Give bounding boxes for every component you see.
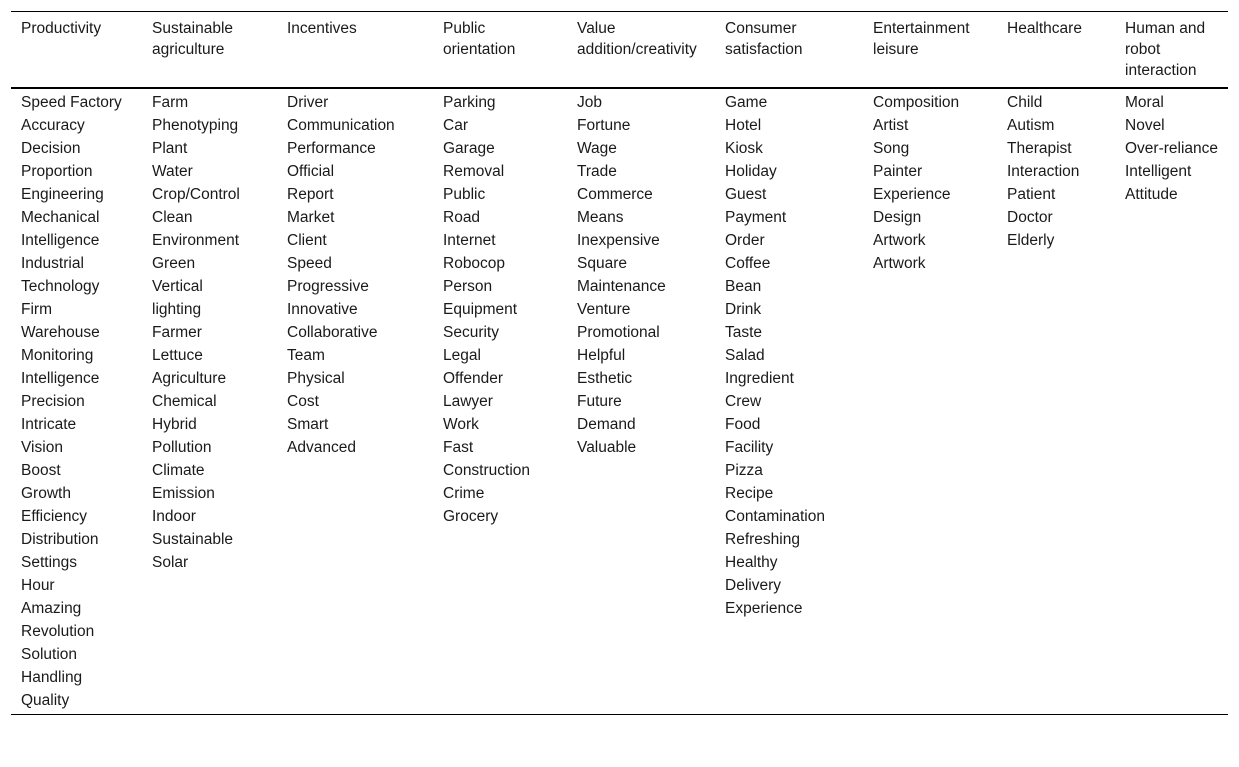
- table-cell: Pizza: [725, 462, 763, 479]
- table-cell: Esthetic: [577, 370, 633, 387]
- column-header: Public orientation: [443, 20, 516, 58]
- table-cell: [997, 551, 1115, 574]
- table-cell: Intelligence: [21, 232, 100, 249]
- table-cell: [997, 643, 1115, 666]
- table-cell: [863, 459, 997, 482]
- table-cell: Square: [577, 255, 627, 272]
- table-row: [11, 597, 1228, 620]
- table-cell: Car: [443, 117, 468, 134]
- table-cell: Kiosk: [725, 140, 763, 157]
- table-cell: [277, 482, 433, 505]
- table-cell: Artist: [873, 117, 909, 134]
- table-cell: [863, 275, 997, 298]
- table-cell: Warehouse: [21, 324, 100, 341]
- table-cell: Helpful: [577, 347, 626, 364]
- table-cell: [1115, 551, 1228, 574]
- table-cell: Hybrid: [152, 416, 197, 433]
- table-row: [11, 620, 1228, 643]
- table-cell: [997, 252, 1115, 275]
- table-cell: Solution: [21, 646, 78, 663]
- table-row: [11, 413, 1228, 436]
- table-cell: Wage: [577, 140, 617, 157]
- table-cell: [1115, 597, 1228, 620]
- table-cell: Industrial: [21, 255, 84, 272]
- table-cell: Design: [873, 209, 922, 226]
- table-cell: [567, 574, 715, 597]
- table-row: [11, 482, 1228, 505]
- table-cell: [567, 597, 715, 620]
- table-cell: [1115, 689, 1228, 715]
- table-cell: Vertical: [152, 278, 203, 295]
- table-cell: Over-reliance: [1125, 140, 1219, 157]
- table-cell: Chemical: [152, 393, 217, 410]
- table-cell: Physical: [287, 370, 345, 387]
- table-cell: [1115, 620, 1228, 643]
- table-cell: [863, 436, 997, 459]
- table-cell: Song: [873, 140, 910, 157]
- table-cell: [277, 459, 433, 482]
- table-cell: [1115, 643, 1228, 666]
- table-cell: [863, 574, 997, 597]
- table-row: [11, 574, 1228, 597]
- table-cell: [997, 298, 1115, 321]
- table-row: [11, 252, 1228, 275]
- table-cell: [142, 643, 277, 666]
- table-cell: [863, 344, 997, 367]
- column-header: Healthcare: [1007, 20, 1082, 37]
- table-cell: Growth: [21, 485, 71, 502]
- table-cell: [1115, 275, 1228, 298]
- table-cell: Crew: [725, 393, 762, 410]
- table-row: [11, 666, 1228, 689]
- table-cell: Farmer: [152, 324, 202, 341]
- table-cell: Intricate: [21, 416, 77, 433]
- column-header: Consumer satisfaction: [725, 20, 803, 58]
- table-cell: Experience: [873, 186, 951, 203]
- table-cell: Driver: [287, 94, 329, 111]
- table-cell: Revolution: [21, 623, 95, 640]
- table-row: [11, 321, 1228, 344]
- table-cell: Parking: [443, 94, 496, 111]
- table-row: [11, 88, 1228, 114]
- table-cell: Composition: [873, 94, 960, 111]
- table-cell: [142, 597, 277, 620]
- table-cell: Monitoring: [21, 347, 94, 364]
- table-cell: [1115, 574, 1228, 597]
- table-cell: Doctor: [1007, 209, 1053, 226]
- table-cell: [277, 505, 433, 528]
- table-cell: [433, 574, 567, 597]
- table-cell: Child: [1007, 94, 1043, 111]
- table-cell: Construction: [443, 462, 531, 479]
- table-cell: [567, 620, 715, 643]
- table-row: [11, 505, 1228, 528]
- table-cell: Patient: [1007, 186, 1056, 203]
- table-cell: Artwork: [873, 232, 926, 249]
- table-cell: Hour: [21, 577, 55, 594]
- table-cell: [715, 620, 863, 643]
- table-row: [11, 229, 1228, 252]
- table-cell: [433, 620, 567, 643]
- table-cell: Payment: [725, 209, 787, 226]
- table-cell: Game: [725, 94, 768, 111]
- table-cell: [567, 551, 715, 574]
- table-cell: Painter: [873, 163, 923, 180]
- table-cell: [997, 413, 1115, 436]
- table-cell: [433, 643, 567, 666]
- table-row: [11, 436, 1228, 459]
- table-row: [11, 183, 1228, 206]
- table-cell: Boost: [21, 462, 61, 479]
- table-cell: Attitude: [1125, 186, 1178, 203]
- table-cell: [142, 689, 277, 715]
- table-cell: Public: [443, 186, 486, 203]
- table-cell: Smart: [287, 416, 329, 433]
- table-cell: Lettuce: [152, 347, 203, 364]
- table-cell: [1115, 229, 1228, 252]
- table-cell: Settings: [21, 554, 78, 571]
- table-cell: Performance: [287, 140, 376, 157]
- table-cell: Cost: [287, 393, 319, 410]
- table-cell: Recipe: [725, 485, 774, 502]
- table-cell: Hotel: [725, 117, 762, 134]
- table-row: [11, 275, 1228, 298]
- table-cell: [997, 459, 1115, 482]
- table-cell: Market: [287, 209, 335, 226]
- table-cell: Communication: [287, 117, 395, 134]
- table-cell: Job: [577, 94, 602, 111]
- table-cell: [567, 689, 715, 715]
- table-cell: Proportion: [21, 163, 93, 180]
- table-cell: Robocop: [443, 255, 506, 272]
- table-cell: Facility: [725, 439, 774, 456]
- table-cell: [997, 321, 1115, 344]
- table-cell: Grocery: [443, 508, 499, 525]
- table-cell: Agriculture: [152, 370, 227, 387]
- table-cell: [1115, 252, 1228, 275]
- table-cell: [863, 643, 997, 666]
- table-cell: [997, 436, 1115, 459]
- table-cell: [863, 551, 997, 574]
- table-cell: [863, 597, 997, 620]
- table-cell: Crop/Control: [152, 186, 240, 203]
- table-cell: [1115, 505, 1228, 528]
- table-cell: Holiday: [725, 163, 777, 180]
- table-cell: Decision: [21, 140, 81, 157]
- table-cell: [863, 666, 997, 689]
- table-cell: [997, 390, 1115, 413]
- table-cell: [1115, 436, 1228, 459]
- table-row: [11, 390, 1228, 413]
- table-cell: [997, 666, 1115, 689]
- table-row: [11, 298, 1228, 321]
- table-cell: Equipment: [443, 301, 518, 318]
- table-cell: [863, 413, 997, 436]
- table-cell: [997, 505, 1115, 528]
- table-cell: [142, 620, 277, 643]
- column-header: Entertainment leisure: [873, 20, 970, 58]
- table-cell: [433, 666, 567, 689]
- table-cell: [863, 528, 997, 551]
- table-row: [11, 689, 1228, 715]
- table-cell: [1115, 298, 1228, 321]
- table-cell: [1115, 321, 1228, 344]
- table-cell: [715, 666, 863, 689]
- column-header: Value addition/creativity: [577, 20, 697, 58]
- table-cell: Precision: [21, 393, 85, 410]
- table-cell: Trade: [577, 163, 617, 180]
- table-cell: [567, 666, 715, 689]
- table-cell: Moral: [1125, 94, 1164, 111]
- table-cell: Firm: [21, 301, 52, 318]
- column-header: Human and robot interaction: [1125, 20, 1206, 79]
- table-cell: Official: [287, 163, 335, 180]
- table-cell: Ingredient: [725, 370, 794, 387]
- table-cell: Distribution: [21, 531, 99, 548]
- table-cell: Indoor: [152, 508, 196, 525]
- table-cell: Advanced: [287, 439, 356, 456]
- table-cell: Drink: [725, 301, 762, 318]
- table-cell: [567, 459, 715, 482]
- table-row: [11, 160, 1228, 183]
- table-row: [11, 459, 1228, 482]
- table-cell: [277, 689, 433, 715]
- table-cell: [997, 367, 1115, 390]
- table-cell: Climate: [152, 462, 205, 479]
- table-row: [11, 528, 1228, 551]
- table-cell: Intelligence: [21, 370, 100, 387]
- table-cell: Removal: [443, 163, 505, 180]
- table-cell: Taste: [725, 324, 763, 341]
- table-cell: Therapist: [1007, 140, 1072, 157]
- table-cell: Emission: [152, 485, 215, 502]
- table-cell: [863, 482, 997, 505]
- table-cell: Intelligent: [1125, 163, 1192, 180]
- table-cell: Commerce: [577, 186, 653, 203]
- table-cell: Vision: [21, 439, 63, 456]
- table-cell: [863, 689, 997, 715]
- table-cell: Order: [725, 232, 765, 249]
- table-cell: [997, 482, 1115, 505]
- table-cell: Guest: [725, 186, 767, 203]
- table-cell: Healthy: [725, 554, 778, 571]
- table-cell: [567, 482, 715, 505]
- table-body: [11, 88, 1228, 715]
- table-cell: Refreshing: [725, 531, 800, 548]
- table-row: [11, 367, 1228, 390]
- table-cell: Interaction: [1007, 163, 1080, 180]
- column-header: Productivity: [21, 20, 102, 37]
- table-row: [11, 643, 1228, 666]
- table-container: [11, 11, 1228, 715]
- table-cell: [863, 321, 997, 344]
- table-cell: [1115, 459, 1228, 482]
- table-cell: Technology: [21, 278, 100, 295]
- table-cell: [277, 528, 433, 551]
- table-cell: [997, 597, 1115, 620]
- table-cell: Speed: [287, 255, 332, 272]
- table-cell: Valuable: [577, 439, 637, 456]
- table-cell: [433, 689, 567, 715]
- table-cell: Maintenance: [577, 278, 666, 295]
- table-cell: [1115, 528, 1228, 551]
- table-cell: Handling: [21, 669, 83, 686]
- table-cell: Promotional: [577, 324, 660, 341]
- table-cell: lighting: [152, 301, 202, 318]
- table-cell: [277, 574, 433, 597]
- table-cell: [1115, 206, 1228, 229]
- table-cell: [863, 390, 997, 413]
- table-cell: Novel: [1125, 117, 1165, 134]
- table-cell: [277, 551, 433, 574]
- table-cell: [433, 597, 567, 620]
- table-cell: Solar: [152, 554, 189, 571]
- table-cell: Water: [152, 163, 193, 180]
- table-cell: Autism: [1007, 117, 1055, 134]
- table-cell: Delivery: [725, 577, 781, 594]
- table-cell: Inexpensive: [577, 232, 660, 249]
- table-cell: Means: [577, 209, 624, 226]
- table-cell: [1115, 344, 1228, 367]
- table-cell: [715, 643, 863, 666]
- table-cell: [567, 528, 715, 551]
- table-cell: Green: [152, 255, 196, 272]
- table-row: [11, 137, 1228, 160]
- table-cell: [997, 344, 1115, 367]
- header-row: [11, 12, 1228, 89]
- table-cell: [997, 620, 1115, 643]
- table-cell: [715, 689, 863, 715]
- table-cell: Farm: [152, 94, 189, 111]
- table-cell: Future: [577, 393, 622, 410]
- table-cell: Mechanical: [21, 209, 100, 226]
- table-cell: Fast: [443, 439, 474, 456]
- column-header: Sustainable agriculture: [152, 20, 234, 58]
- table-cell: Amazing: [21, 600, 82, 617]
- table-cell: Environment: [152, 232, 240, 249]
- table-cell: Innovative: [287, 301, 358, 318]
- table-cell: [997, 528, 1115, 551]
- table-cell: [142, 574, 277, 597]
- table-cell: Progressive: [287, 278, 369, 295]
- table-cell: Bean: [725, 278, 762, 295]
- table-cell: [1115, 367, 1228, 390]
- table-cell: Client: [287, 232, 327, 249]
- table-cell: Work: [443, 416, 479, 433]
- table-row: [11, 551, 1228, 574]
- table-cell: Elderly: [1007, 232, 1055, 249]
- table-cell: Fortune: [577, 117, 631, 134]
- table-cell: [997, 689, 1115, 715]
- table-cell: Engineering: [21, 186, 104, 203]
- table-cell: Legal: [443, 347, 481, 364]
- table-cell: Report: [287, 186, 334, 203]
- table-cell: Sustainable: [152, 531, 234, 548]
- table-cell: Experience: [725, 600, 803, 617]
- table-cell: Speed Factory: [21, 94, 122, 111]
- table-cell: [863, 298, 997, 321]
- column-header: Incentives: [287, 20, 357, 37]
- table-row: [11, 344, 1228, 367]
- table-cell: [277, 620, 433, 643]
- table-row: [11, 206, 1228, 229]
- table-cell: [277, 666, 433, 689]
- table-cell: Person: [443, 278, 493, 295]
- table-cell: Phenotyping: [152, 117, 239, 134]
- table-cell: Venture: [577, 301, 631, 318]
- table-cell: Clean: [152, 209, 193, 226]
- table-cell: [997, 574, 1115, 597]
- table-cell: Lawyer: [443, 393, 493, 410]
- table-cell: Garage: [443, 140, 495, 157]
- table-cell: Road: [443, 209, 481, 226]
- table-cell: Offender: [443, 370, 504, 387]
- table-cell: Contamination: [725, 508, 825, 525]
- table-cell: Demand: [577, 416, 636, 433]
- table-cell: [1115, 666, 1228, 689]
- table-cell: Crime: [443, 485, 485, 502]
- table-cell: Security: [443, 324, 499, 341]
- table-cell: [863, 620, 997, 643]
- table-cell: [567, 643, 715, 666]
- table-cell: [567, 505, 715, 528]
- table-cell: [863, 367, 997, 390]
- table-cell: [1115, 390, 1228, 413]
- table-cell: [1115, 413, 1228, 436]
- table-cell: Food: [725, 416, 761, 433]
- table-row: [11, 114, 1228, 137]
- table-cell: [277, 643, 433, 666]
- table-cell: Accuracy: [21, 117, 85, 134]
- table-cell: Efficiency: [21, 508, 88, 525]
- keyword-table: [11, 11, 1228, 715]
- table-cell: [433, 528, 567, 551]
- table-cell: Internet: [443, 232, 496, 249]
- table-cell: Team: [287, 347, 325, 364]
- table-cell: [142, 666, 277, 689]
- table-cell: Salad: [725, 347, 765, 364]
- table-cell: [433, 551, 567, 574]
- table-cell: Artwork: [873, 255, 926, 272]
- table-cell: Quality: [21, 692, 70, 709]
- table-cell: Plant: [152, 140, 188, 157]
- table-cell: [863, 505, 997, 528]
- table-cell: Pollution: [152, 439, 212, 456]
- table-cell: [277, 597, 433, 620]
- table-cell: Collaborative: [287, 324, 378, 341]
- table-cell: Coffee: [725, 255, 771, 272]
- table-cell: [997, 275, 1115, 298]
- table-cell: [1115, 482, 1228, 505]
